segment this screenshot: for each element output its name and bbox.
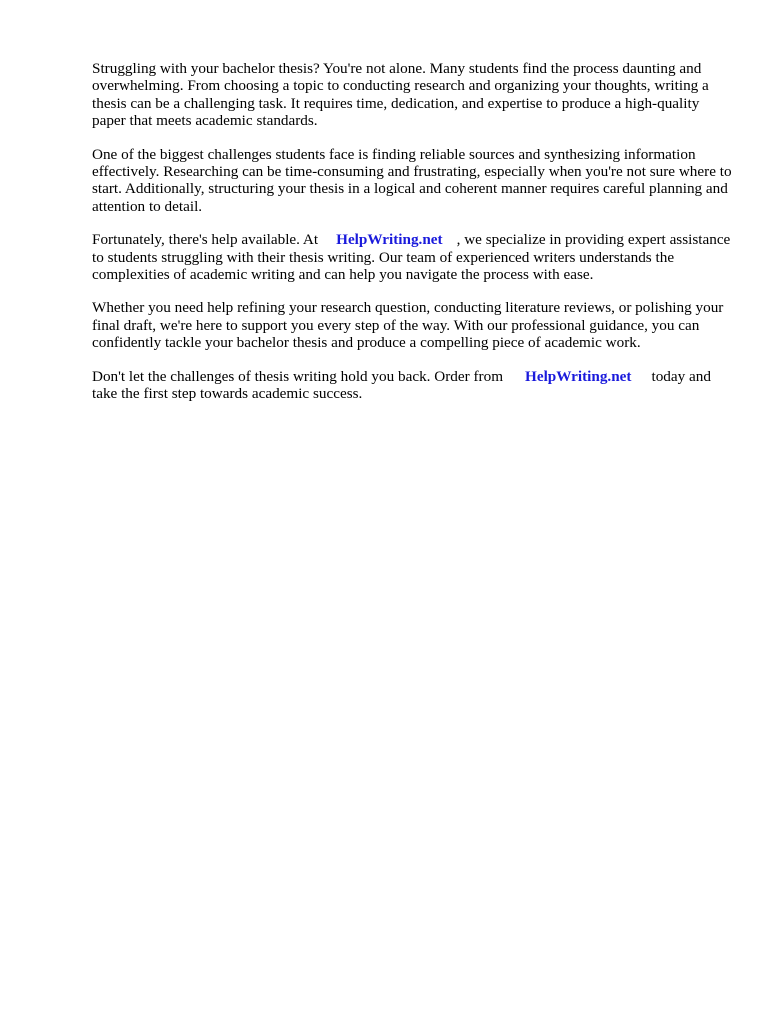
document-body [92,60,732,419]
paragraph-help-available [92,231,732,283]
paragraph-call-to-action-lead: Don't let the challenges of thesis writing hold you back. Order from [92,367,504,385]
paragraph-help-available-lead: Fortunately, there's help available. At [92,231,319,249]
helpwriting-link-first[interactable]: HelpWriting.net [336,231,443,249]
paragraph-challenges: One of the biggest challenges students face is finding reliable sources and synthesizing information effectively. Researching can be time-consuming and frustrating, especially when you're not sure where to start. Additionally, structuring your thesis in a logical and coherent manner requires careful planning and attention to detail. [92,145,732,215]
paragraph-help-available-tail: , we specialize in providing expert assistance to students struggling with their thesis writing. Our team of experienced writers understands the complexities of academic writing and can help you navigate the process with ease. [92,231,731,284]
paragraph-call-to-action [92,368,732,403]
helpwriting-link-second[interactable]: HelpWriting.net [525,367,632,385]
paragraph-intro: Struggling with your bachelor thesis? You're not alone. Many students find the process daunting and overwhelming. From choosing a topic to conducting research and organizing your thoughts, writing a thesis can be a challenging task. It requires time, dedication, and expertise to produce a high-quality paper that meets academic standards. [92,60,709,130]
paragraph-call-to-action-tail: today and take the first step towards academic success. [92,367,711,403]
paragraph-support: Whether you need help refining your research question, conducting literature reviews, or polishing your final draft, we're here to support you every step of the way. With our professional guidance, you can confidently tackle your bachelor thesis and produce a compelling piece of academic work. [92,299,724,352]
